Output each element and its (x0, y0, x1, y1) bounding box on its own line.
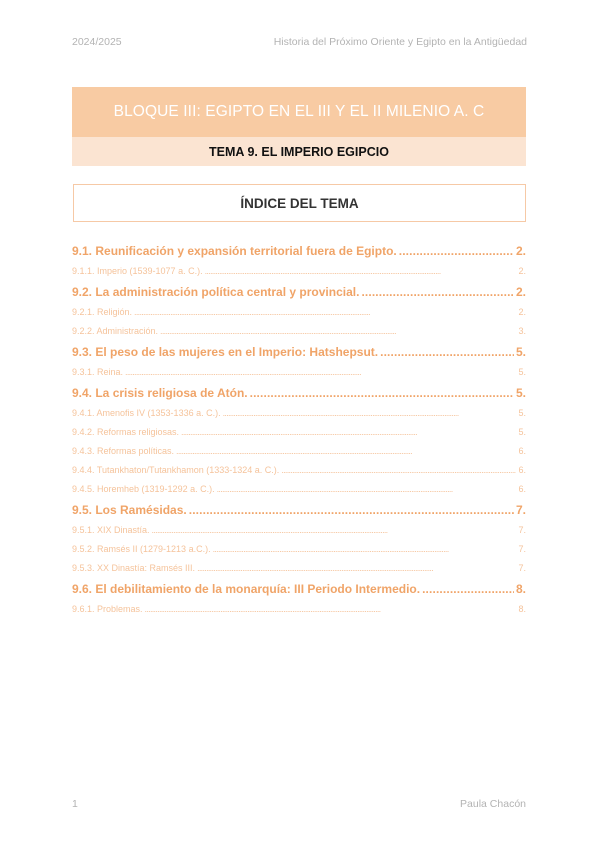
footer-page-number: 1 (72, 798, 78, 810)
toc-dot-leader (205, 262, 517, 281)
toc-entry-page: 7. (518, 525, 526, 535)
toc-entry-label: 9.4.4. Tutankhaton/Tutankhamon (1333-1324 a. C.). (72, 465, 280, 475)
toc-subsection-entry[interactable] (72, 363, 526, 382)
toc-entry-label: 9.4.3. Reformas políticas. (72, 446, 175, 456)
table-of-contents (72, 240, 526, 619)
toc-dot-leader (125, 363, 516, 382)
toc-dot-leader (145, 600, 517, 619)
toc-entry-page: 6. (518, 484, 526, 494)
toc-entry-page: 5. (518, 367, 526, 377)
toc-entry-page: 6. (518, 446, 526, 456)
toc-entry-label: 9.5.3. XX Dinastía: Ramsés III. (72, 563, 196, 573)
toc-entry-label: 9.1.1. Imperio (1539-1077 a. C.). (72, 266, 203, 276)
toc-subsection-entry[interactable] (72, 540, 526, 559)
footer-author: Paula Chacón (460, 798, 526, 810)
toc-entry-page: 5. (515, 386, 526, 400)
toc-entry-page: 7. (518, 563, 526, 573)
toc-entry-label: 9.4.1. Amenofis IV (1353-1336 a. C.). (72, 408, 221, 418)
toc-subsection-entry[interactable] (72, 461, 526, 480)
toc-subsection-entry[interactable] (72, 559, 526, 578)
index-title: ÍNDICE DEL TEMA (240, 195, 359, 211)
block-title: BLOQUE III: EGIPTO EN EL III Y EL II MILENIO A. C (113, 103, 485, 120)
toc-entry-page: 2. (518, 266, 526, 276)
toc-entry-label: 9.5.2. Ramsés II (1279-1213 a.C.). (72, 544, 211, 554)
toc-entry-page: 8. (515, 582, 526, 596)
block-banner (72, 87, 526, 137)
toc-section-entry[interactable] (72, 281, 526, 303)
toc-entry-page: 2. (515, 244, 526, 258)
toc-entry-label: 9.4.5. Horemheb (1319-1292 a. C.). (72, 484, 215, 494)
toc-section-entry[interactable] (72, 499, 526, 521)
topic-title: TEMA 9. EL IMPERIO EGIPCIO (209, 144, 389, 159)
toc-entry-label: 9.5.1. XIX Dinastía. (72, 525, 150, 535)
toc-entry-label: 9.4. La crisis religiosa de Atón. (72, 386, 248, 400)
toc-subsection-entry[interactable] (72, 404, 526, 423)
topic-banner (72, 137, 526, 166)
toc-dot-leader (223, 404, 517, 423)
toc-entry-label: 9.1. Reunificación y expansión territorial fuera de Egipto. (72, 244, 397, 258)
toc-entry-page: 2. (515, 285, 526, 299)
toc-dot-leader (399, 240, 514, 262)
toc-dot-leader (189, 499, 514, 521)
toc-entry-label: 9.3. El peso de las mujeres en el Imperio: Hatshepsut. (72, 345, 379, 359)
toc-dot-leader (176, 442, 516, 461)
toc-section-entry[interactable] (72, 382, 526, 404)
toc-entry-page: 2. (518, 307, 526, 317)
toc-dot-leader (152, 521, 517, 540)
toc-entry-page: 5. (518, 427, 526, 437)
toc-dot-leader (181, 423, 516, 442)
toc-entry-label: 9.2.1. Religión. (72, 307, 133, 317)
toc-dot-leader (217, 480, 517, 499)
toc-dot-leader (134, 303, 516, 322)
toc-entry-label: 9.2.2. Administración. (72, 326, 159, 336)
toc-subsection-entry[interactable] (72, 480, 526, 499)
toc-dot-leader (213, 540, 517, 559)
index-heading-box (73, 184, 526, 222)
toc-dot-leader (281, 461, 516, 480)
toc-entry-page: 5. (515, 345, 526, 359)
toc-entry-page: 8. (518, 604, 526, 614)
toc-dot-leader (422, 578, 514, 600)
toc-section-entry[interactable] (72, 341, 526, 363)
toc-dot-leader (160, 322, 516, 341)
toc-subsection-entry[interactable] (72, 600, 526, 619)
toc-entry-label: 9.3.1. Reina. (72, 367, 124, 377)
toc-subsection-entry[interactable] (72, 322, 526, 341)
toc-entry-page: 3. (518, 326, 526, 336)
toc-subsection-entry[interactable] (72, 262, 526, 281)
header-year: 2024/2025 (72, 36, 122, 48)
toc-entry-label: 9.4.2. Reformas religiosas. (72, 427, 180, 437)
toc-entry-label: 9.5. Los Ramésidas. (72, 503, 187, 517)
toc-dot-leader (361, 281, 514, 303)
toc-entry-page: 7. (515, 503, 526, 517)
toc-entry-page: 7. (518, 544, 526, 554)
toc-subsection-entry[interactable] (72, 303, 526, 322)
toc-subsection-entry[interactable] (72, 521, 526, 540)
toc-entry-label: 9.2. La administración política central y provincial. (72, 285, 360, 299)
toc-subsection-entry[interactable] (72, 423, 526, 442)
toc-entry-page: 6. (518, 465, 526, 475)
toc-dot-leader (197, 559, 516, 578)
toc-section-entry[interactable] (72, 240, 526, 262)
toc-entry-page: 5. (518, 408, 526, 418)
toc-dot-leader (380, 341, 514, 363)
header-course-title: Historia del Próximo Oriente y Egipto en la Antigüedad (273, 36, 527, 48)
toc-entry-label: 9.6. El debilitamiento de la monarquía: III Periodo Intermedio. (72, 582, 421, 596)
toc-section-entry[interactable] (72, 578, 526, 600)
toc-subsection-entry[interactable] (72, 442, 526, 461)
toc-dot-leader (250, 382, 514, 404)
toc-entry-label: 9.6.1. Problemas. (72, 604, 143, 614)
